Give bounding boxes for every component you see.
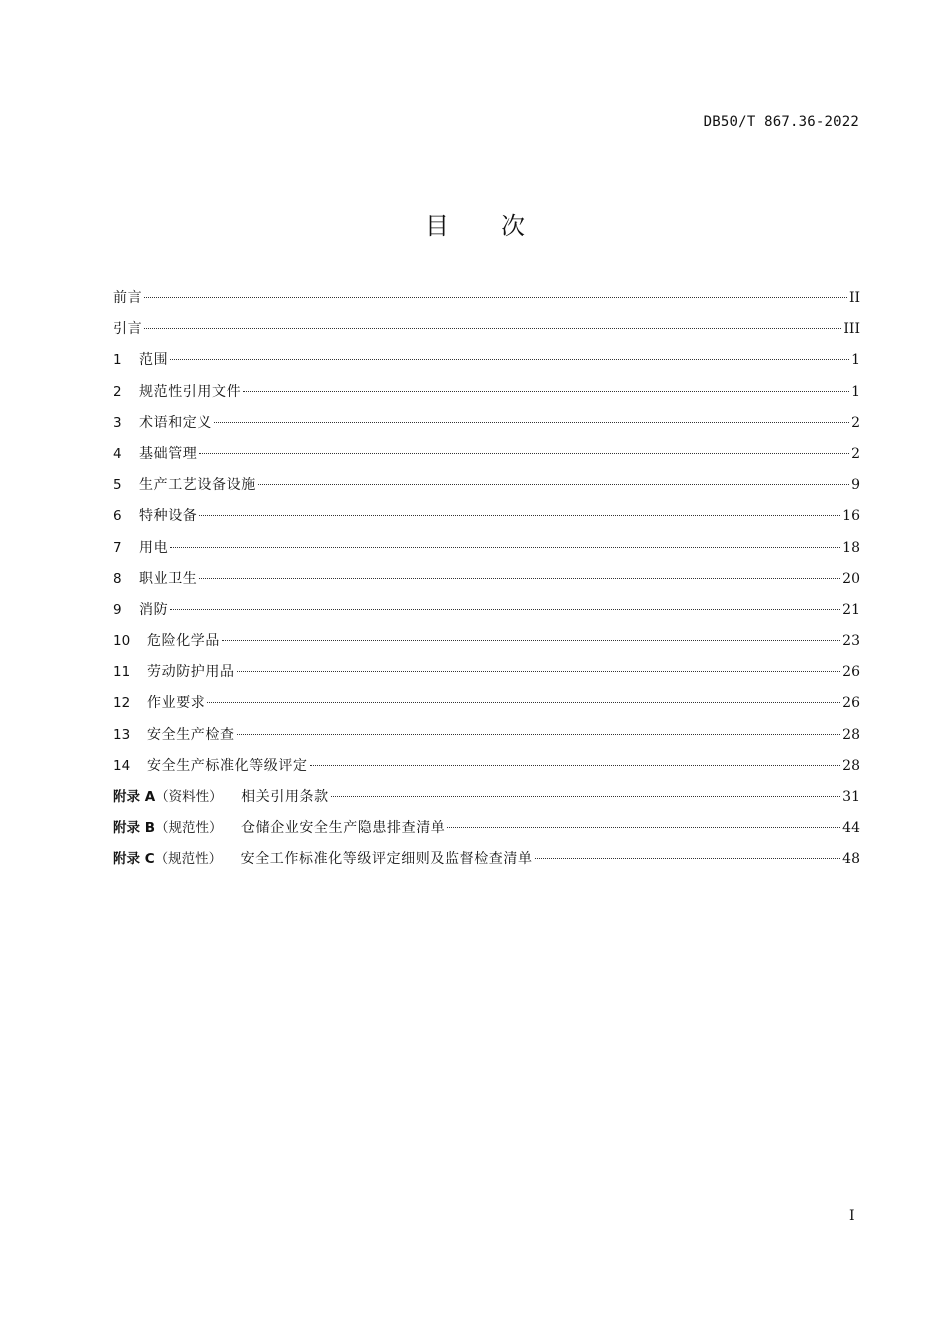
toc-leader-dots xyxy=(170,359,849,360)
toc-entry-page: 16 xyxy=(842,508,860,525)
toc-leader-dots xyxy=(199,453,849,454)
toc-leader-dots xyxy=(447,827,840,828)
toc-leader-dots xyxy=(207,702,840,703)
toc-entry-label: 安全工作标准化等级评定细则及监督检查清单 xyxy=(240,851,533,868)
toc-entry-page: 2 xyxy=(851,414,860,431)
toc-entry-label: 范围 xyxy=(139,352,169,369)
toc-entry-label: 基础管理 xyxy=(139,445,198,462)
toc-entry-label: 相关引用条款 xyxy=(241,789,329,805)
toc-entry-3[interactable] xyxy=(113,408,860,439)
toc-leader-dots xyxy=(237,671,841,672)
toc-entry-number: 2 xyxy=(113,383,122,400)
toc-entry-5[interactable] xyxy=(113,470,860,501)
toc-leader-dots xyxy=(170,547,840,548)
appendix-type: （资料性） xyxy=(155,789,223,805)
toc-leader-dots xyxy=(144,297,847,298)
toc-entry-label: 仓储企业安全生产隐患排查清单 xyxy=(241,820,446,837)
toc-entry-number: 7 xyxy=(113,539,122,556)
toc-entry-number: 6 xyxy=(113,508,122,525)
toc-entry-introduction[interactable] xyxy=(113,314,860,345)
toc-entry-6[interactable] xyxy=(113,501,860,532)
toc-leader-dots xyxy=(310,765,841,766)
toc-entry-appendix-a[interactable] xyxy=(113,782,860,813)
toc-entry-2[interactable] xyxy=(113,377,860,408)
toc-entry-label: 消防 xyxy=(139,601,169,618)
toc-entry-9[interactable] xyxy=(113,595,860,626)
toc-entry-page: II xyxy=(848,290,860,306)
toc-entry-11[interactable] xyxy=(113,657,860,688)
toc-leader-dots xyxy=(243,391,849,392)
toc-entry-page: 18 xyxy=(842,539,860,556)
toc-entry-page: 26 xyxy=(842,695,860,712)
toc-entry-page: 1 xyxy=(851,383,860,400)
toc-entry-label: 职业卫生 xyxy=(139,570,198,587)
toc-leader-dots xyxy=(258,484,849,485)
toc-entry-number: 11 xyxy=(113,664,131,681)
toc-leader-dots xyxy=(535,858,841,859)
toc-entry-label: 危险化学品 xyxy=(147,633,220,650)
toc-entry-page: 28 xyxy=(842,726,860,743)
toc-entry-number: 12 xyxy=(113,695,131,712)
toc-entry-label: 生产工艺设备设施 xyxy=(139,477,256,494)
toc-entry-appendix-c[interactable] xyxy=(113,844,860,875)
toc-entry-page: 23 xyxy=(842,633,860,650)
appendix-prefix: 附录 A xyxy=(113,789,156,805)
toc-entry-13[interactable] xyxy=(113,720,860,751)
toc-entry-label: 安全生产检查 xyxy=(147,726,235,743)
toc-entry-page: 28 xyxy=(842,757,860,774)
toc-leader-dots xyxy=(170,609,840,610)
toc-entry-appendix-b[interactable] xyxy=(113,813,860,844)
toc-entry-label: 规范性引用文件 xyxy=(139,383,242,400)
toc-entry-12[interactable] xyxy=(113,688,860,719)
toc-entry-label: 术语和定义 xyxy=(139,414,212,431)
toc-entry-page: 1 xyxy=(851,352,860,369)
appendix-prefix: 附录 B xyxy=(113,820,155,837)
toc-leader-dots xyxy=(214,422,849,423)
table-of-contents xyxy=(113,283,860,876)
toc-entry-number: 4 xyxy=(113,445,122,462)
appendix-type: （规范性） xyxy=(155,820,223,837)
toc-entry-1[interactable] xyxy=(113,345,860,376)
toc-entry-number: 1 xyxy=(113,352,122,369)
toc-entry-label: 劳动防护用品 xyxy=(147,664,235,681)
toc-leader-dots xyxy=(199,578,840,579)
toc-entry-preface[interactable] xyxy=(113,283,860,314)
toc-entry-label: 安全生产标准化等级评定 xyxy=(147,757,308,774)
toc-entry-number: 10 xyxy=(113,633,131,650)
appendix-prefix: 附录 C xyxy=(113,851,155,868)
toc-entry-page: 31 xyxy=(842,789,860,805)
toc-entry-10[interactable] xyxy=(113,626,860,657)
toc-entry-number: 13 xyxy=(113,726,131,743)
toc-entry-page: 44 xyxy=(842,820,860,837)
toc-leader-dots xyxy=(199,515,840,516)
page-number: I xyxy=(849,1208,855,1224)
toc-entry-number: 9 xyxy=(113,601,122,618)
toc-entry-number: 5 xyxy=(113,477,122,494)
toc-entry-page: III xyxy=(843,321,860,338)
toc-leader-dots xyxy=(237,734,841,735)
toc-entry-number: 8 xyxy=(113,570,122,587)
toc-entry-8[interactable] xyxy=(113,564,860,595)
toc-leader-dots xyxy=(331,796,840,797)
toc-entry-page: 2 xyxy=(851,445,860,462)
toc-entry-14[interactable] xyxy=(113,751,860,782)
toc-entry-number: 3 xyxy=(113,414,122,431)
toc-entry-page: 20 xyxy=(842,570,860,587)
page-title: 目次 xyxy=(425,212,577,240)
toc-entry-label: 用电 xyxy=(139,539,169,556)
toc-entry-page: 26 xyxy=(842,664,860,681)
toc-entry-page: 21 xyxy=(842,601,860,618)
toc-entry-4[interactable] xyxy=(113,439,860,470)
toc-entry-number: 14 xyxy=(113,757,131,774)
toc-entry-label: 特种设备 xyxy=(139,508,198,525)
toc-leader-dots xyxy=(144,328,841,329)
toc-entry-7[interactable] xyxy=(113,533,860,564)
toc-entry-page: 48 xyxy=(842,851,860,868)
toc-entry-page: 9 xyxy=(851,477,860,494)
toc-entry-label: 引言 xyxy=(113,321,143,338)
toc-leader-dots xyxy=(222,640,840,641)
toc-entry-label: 前言 xyxy=(113,290,143,306)
toc-entry-label: 作业要求 xyxy=(147,695,206,712)
document-code: DB50/T 867.36-2022 xyxy=(703,114,859,130)
appendix-type: （规范性） xyxy=(154,851,223,868)
